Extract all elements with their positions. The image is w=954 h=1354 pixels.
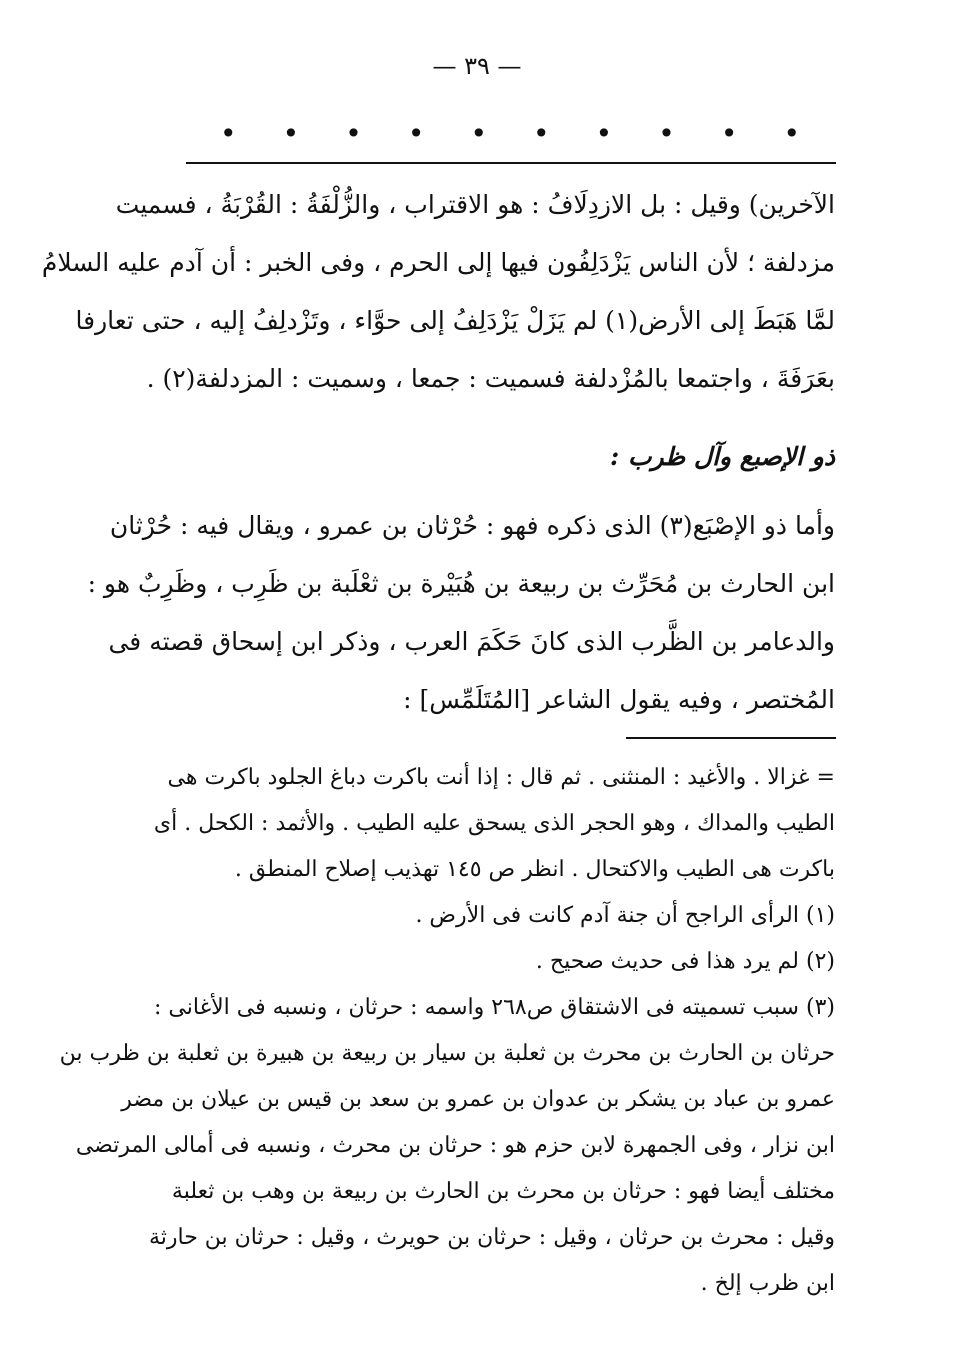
text-line: الآخرين) وقيل : بل الازدِلَافُ : هو الاقتراب ، والزُّلْفَةُ : القُرْبَةُ ، فسميت <box>115 190 835 219</box>
text-line: وأما ذو الإصْبَع(٣) الذى ذكره فهو : حُرْثان بن عمرو ، ويقال فيه : حُرْثان <box>109 511 835 540</box>
footnote-line: وقيل : محرث بن حرثان ، وقيل : حرثان بن حويرث ، وقيل : حرثان بن حارثة <box>148 1225 835 1250</box>
ornament-dot: • <box>220 117 237 150</box>
footnote-line: باكرت هى الطيب والاكتحال . انظر ص ١٤٥ تهذيب إصلاح المنطق . <box>234 857 835 882</box>
ornament-dot: • <box>282 117 300 150</box>
footnote-line: عمرو بن عباد بن يشكر بن عدوان بن عمرو بن سعد بن قيس بن عيلان بن مضر <box>121 1087 835 1112</box>
ornament-dot: • <box>595 117 613 150</box>
page-number: — ٣٩ — <box>432 52 522 80</box>
section-heading-block <box>135 428 835 486</box>
footnote-line: حرثان بن الحارث بن محرث بن ثعلبة بن سيار بن ربيعة بن هبيرة بن ثعلبة بن ظرب بن <box>59 1041 835 1066</box>
footnote-line: (٣) سبب تسميته فى الاشتقاق ص٢٦٨ واسمه : حرثان ، ونسبه فى الأغانى : <box>154 995 835 1020</box>
footnote-line: (١) الرأى الراجح أن جنة آدم كانت فى الأرض . <box>415 903 835 928</box>
ornament-dot: • <box>533 117 550 150</box>
text-line: ابن الحارث بن مُحَرِّث بن ربيعة بن هُبَيْرة بن ثعْلَبة بن ظَرِب ، وظَرِبٌ هو : <box>87 569 835 598</box>
footnote-line: ابن ظرب إلخ . <box>700 1271 835 1296</box>
paragraph-1 <box>41 176 835 408</box>
text-line: والدعامر بن الظَّرب الذى كانَ حَكَمَ العرب ، وذكر ابن إسحاق قصته فى <box>108 627 835 656</box>
ornament-dot: • <box>470 117 487 150</box>
section-heading: ذو الإصبع وآل ظرب : <box>610 442 835 471</box>
footnote-line: الطيب والمداك ، وهو الحجر الذى يسحق عليه الطيب . والأثمد : الكحل . أى <box>153 811 835 836</box>
header-rule <box>186 162 836 164</box>
footnote-line: ابن نزار ، وفى الجمهرة لابن حزم هو : حرثان بن محرث ، ونسبه فى أمالى المرتضى <box>75 1133 835 1158</box>
ornament-dot: • <box>345 117 362 150</box>
footnote-line: مختلف أيضا فهو : حرثان بن محرث بن الحارث بن ربيعة بن وهب بن ثعلبة <box>171 1179 835 1204</box>
text-line: بعَرَفَةَ ، واجتمعا بالمُزْدلفة فسميت : جمعا ، وسميت : المزدلفة(٢) . <box>146 364 835 393</box>
footnotes <box>59 755 835 1307</box>
ornament-dot: • <box>720 117 738 150</box>
ornament-dot: • <box>407 117 425 150</box>
footnote-line: (٢) لم يرد هذا فى حديث صحيح . <box>535 949 835 974</box>
text-line: مزدلفة ؛ لأن الناس يَزْدَلِفُون فيها إلى الحرم ، وفى الخبر : أن آدم عليه السلامُ <box>41 248 835 277</box>
paragraph-2 <box>87 497 835 729</box>
ornament-dot: • <box>783 117 800 150</box>
ornament-dots <box>220 117 800 150</box>
footnote-rule <box>626 737 836 739</box>
footnote-line: = غزالا . والأغيد : المنثنى . ثم قال : إذا أنت باكرت دباغ الجلود باكرت هى <box>167 765 835 790</box>
ornament-dot: • <box>658 117 675 150</box>
text-line: لمَّا هَبَطَ إلى الأرض(١) لم يَزَلْ يَزْدَلِفُ إلى حوَّاء ، وتَزْدلِفُ إليه ، حتى تعارفا <box>75 306 835 335</box>
text-line: المُختصر ، وفيه يقول الشاعر [المُتَلَمِّس] : <box>403 685 835 714</box>
